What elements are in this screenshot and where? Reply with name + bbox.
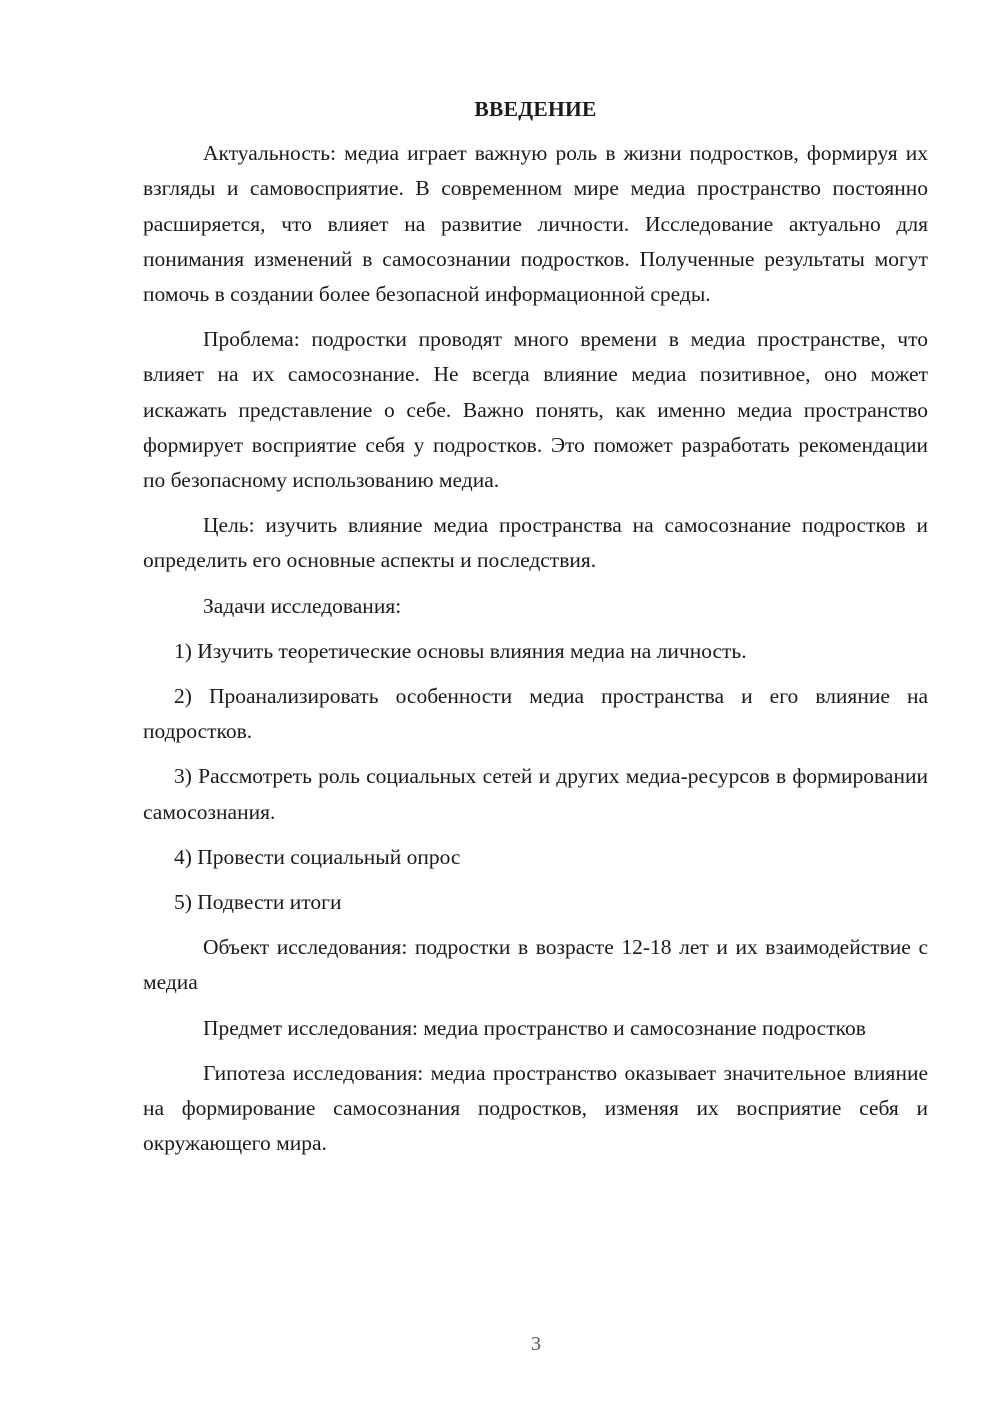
paragraph-object: Объект исследования: подростки в возрасте 12-18 лет и их взаимодействие с медиа [143, 935, 928, 995]
tasks-heading: Задачи исследования: [203, 593, 402, 618]
task-item-4: 4) Провести социальный опрос [174, 844, 461, 869]
paragraph-hypothesis: Гипотеза исследования: медиа пространство оказывает значительное влияние на формирование самосознания подростков, изменяя их восприятие себя и окружающего мира. [143, 1060, 928, 1156]
document-page [143, 92, 928, 1171]
paragraph-subject: Предмет исследования: медиа пространство и самосознание подростков [203, 1015, 866, 1040]
task-item-1: 1) Изучить теоретические основы влияния медиа на личность. [174, 638, 747, 663]
paragraph-problem: Проблема: подростки проводят много времени в медиа пространстве, что влияет на их самосознание. Не всегда влияние медиа позитивное, оно может искажать представление о себе. Важно понять, как именно медиа пространство формирует восприятие себя у подростков. Это поможет разработать рекомендации по безопасному использованию медиа. [143, 327, 928, 493]
task-item-3: 3) Рассмотреть роль социальных сетей и других медиа-ресурсов в формировании самосознания. [143, 764, 928, 824]
task-item-5: 5) Подвести итоги [174, 890, 342, 915]
section-title: ВВЕДЕНИЕ [474, 97, 597, 121]
page-number: 3 [531, 1333, 541, 1355]
task-item-2: 2) Проанализировать особенности медиа пространства и его влияние на подростков. [143, 684, 928, 744]
paragraph-relevance: Актуальность: медиа играет важную роль в жизни подростков, формируя их взгляды и самовосприятие. В современном мире медиа пространство постоянно расширяется, что влияет на развитие личности. Исследование актуально для понимания изменений в самосознании подростков. Полученные результаты могут помочь в создании более безопасной информационной среды. [143, 141, 928, 307]
paragraph-goal: Цель: изучить влияние медиа пространства на самосознание подростков и определить его основные аспекты и последствия. [143, 513, 928, 573]
